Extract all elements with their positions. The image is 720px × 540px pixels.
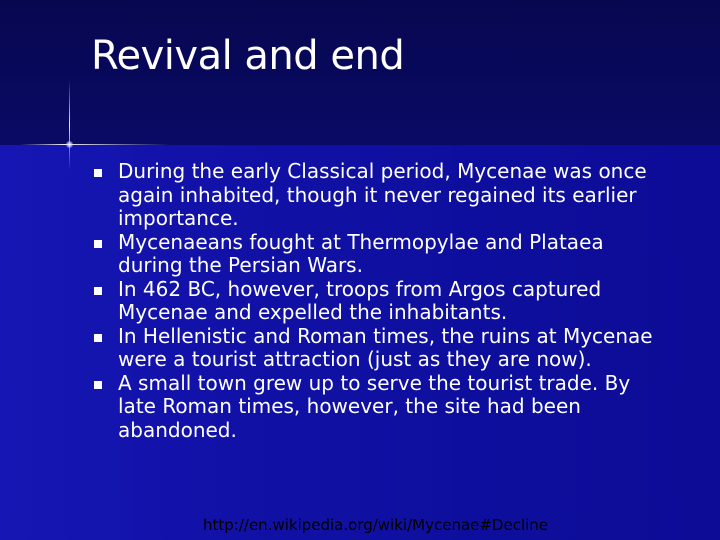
square-bullet-icon (94, 287, 102, 295)
bullet-text: During the early Classical period, Mycenae was once again inhabited, though it never regained its earlier importance. (118, 159, 647, 230)
star-flare-core (66, 141, 73, 148)
star-flare-vertical-ray (69, 80, 70, 170)
square-bullet-icon (94, 240, 102, 248)
slide-title: Revival and end (91, 33, 405, 79)
star-flare-horizontal-ray (20, 144, 170, 145)
bullet-text: A small town grew up to serve the tourist trade. By late Roman times, however, the site had been abandoned. (118, 370, 631, 442)
bullet-item (90, 325, 670, 372)
bullet-text: Mycenaeans fought at Thermopylae and Plataea during the Persian Wars. (118, 229, 604, 277)
bullet-item (90, 278, 670, 325)
source-url[interactable]: http://en.wikipedia.org/wiki/Mycenae#Decline (203, 516, 549, 534)
square-bullet-icon (94, 169, 102, 177)
bullet-item (90, 160, 670, 231)
bullet-text: In Hellenistic and Roman times, the ruins at Mycenae were a tourist attraction (just as they are now). (118, 323, 653, 371)
bullet-list (90, 160, 670, 442)
bullet-item (90, 231, 670, 278)
bullet-text: In 462 BC, however, troops from Argos captured Mycenae and expelled the inhabitants. (118, 276, 602, 324)
square-bullet-icon (94, 381, 102, 389)
bullet-item (90, 372, 670, 443)
square-bullet-icon (94, 334, 102, 342)
